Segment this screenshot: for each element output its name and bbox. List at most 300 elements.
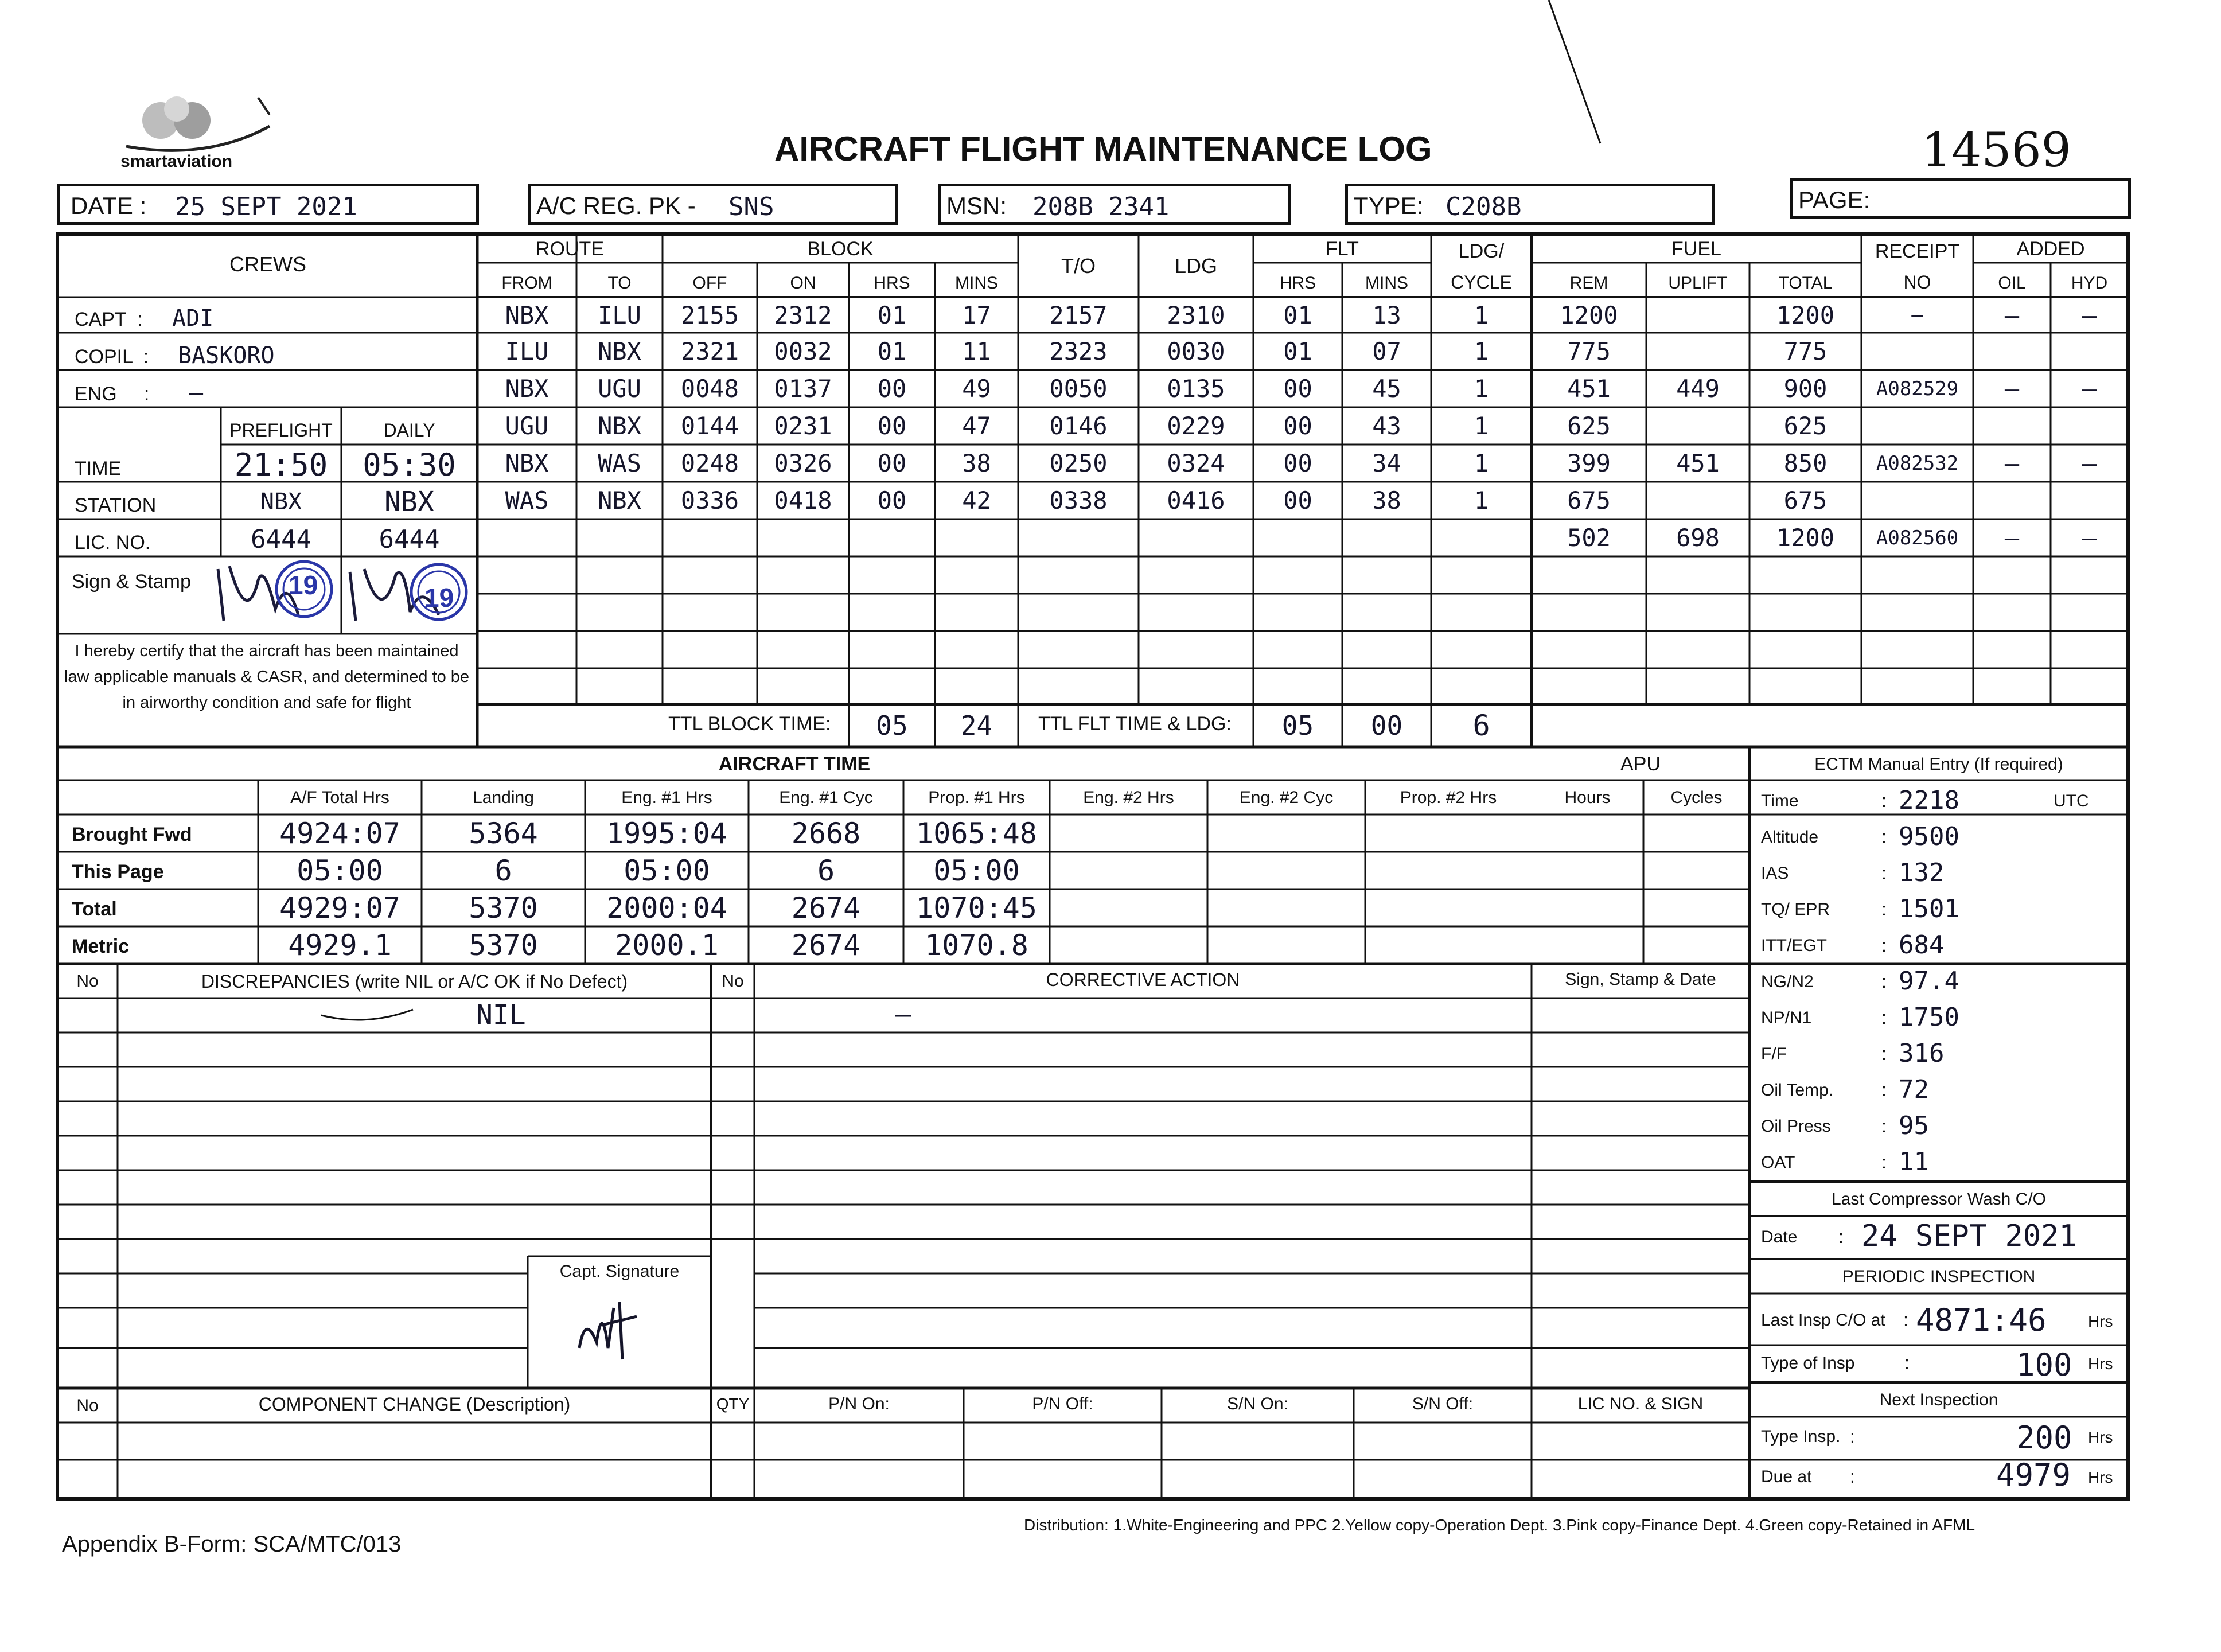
flight-cell[interactable] bbox=[663, 519, 757, 556]
type-label: TYPE: bbox=[1354, 192, 1424, 219]
comp-pn-on-header: P/N On: bbox=[828, 1394, 890, 1413]
aircraft-time-col-header: Prop. #2 Hrs bbox=[1400, 788, 1497, 807]
ttl-flt-mins[interactable]: 00 bbox=[1370, 710, 1403, 741]
flight-cell[interactable]: NBX bbox=[598, 337, 641, 365]
flight-cell[interactable]: 00 bbox=[1283, 486, 1312, 515]
ectm-label: NP/N1 bbox=[1761, 1008, 1812, 1027]
flight-cell[interactable]: 0032 bbox=[774, 337, 832, 365]
corrective-title: CORRECTIVE ACTION bbox=[1046, 969, 1240, 990]
periodic-title: PERIODIC INSPECTION bbox=[1842, 1267, 2036, 1286]
aircraft-time-cell[interactable]: 5370 bbox=[469, 891, 538, 925]
ectm-colon: : bbox=[1881, 971, 1887, 992]
flight-cell[interactable]: 625 bbox=[1567, 412, 1611, 440]
ectm-unit: UTC bbox=[2054, 792, 2089, 811]
ttl-flt-hrs[interactable]: 05 bbox=[1281, 710, 1314, 741]
compressor-date-label: Date bbox=[1761, 1228, 1798, 1246]
capt-signature-label: Capt. Signature bbox=[559, 1262, 680, 1281]
capt-value[interactable]: ADI bbox=[172, 305, 214, 332]
copil-value[interactable]: BASKORO bbox=[178, 342, 275, 369]
aircraft-time-cell[interactable]: 5364 bbox=[469, 816, 538, 850]
copil-label: COPIL : bbox=[75, 346, 149, 368]
aircraft-time-cell[interactable]: 6 bbox=[494, 854, 512, 887]
due-unit: Hrs bbox=[2088, 1468, 2113, 1486]
flight-cell[interactable]: 1200 bbox=[1776, 524, 1835, 552]
ectm-value[interactable]: 1501 bbox=[1899, 894, 1959, 924]
flight-cell[interactable]: 00 bbox=[877, 412, 907, 440]
aircraft-time-col-header: Eng. #1 Hrs bbox=[621, 788, 712, 807]
ectm-value[interactable]: 684 bbox=[1899, 930, 1945, 960]
aircraft-time-cell[interactable]: 05:00 bbox=[933, 854, 1020, 887]
flight-cell[interactable] bbox=[1342, 519, 1431, 556]
flight-cell[interactable]: 0416 bbox=[1167, 486, 1225, 515]
flight-cell[interactable] bbox=[1431, 519, 1532, 556]
time-label: TIME bbox=[75, 458, 122, 480]
comp-qty-header: QTY bbox=[716, 1395, 750, 1413]
flight-cell[interactable]: – bbox=[1911, 303, 1923, 326]
ttl-ldg[interactable]: 6 bbox=[1472, 709, 1490, 742]
aircraft-time-row-label: This Page bbox=[72, 861, 164, 883]
sub-header-total: TOTAL bbox=[1778, 274, 1833, 293]
preflight-station[interactable]: NBX bbox=[260, 489, 302, 515]
flight-cell[interactable]: 38 bbox=[962, 449, 991, 477]
next-type-value[interactable]: 200 bbox=[2016, 1420, 2072, 1456]
flight-cell[interactable]: 0135 bbox=[1167, 375, 1225, 403]
flight-cell[interactable]: 13 bbox=[1372, 301, 1401, 329]
aircraft-time-col-header: Eng. #2 Hrs bbox=[1083, 788, 1174, 807]
flight-cell[interactable]: ILU bbox=[598, 301, 641, 329]
ectm-label: Oil Press bbox=[1761, 1117, 1831, 1136]
flight-cell[interactable]: 34 bbox=[1372, 449, 1401, 477]
aircraft-time-cell[interactable]: 2668 bbox=[791, 816, 861, 850]
flight-cell[interactable]: 0231 bbox=[774, 412, 832, 440]
added-header: ADDED bbox=[2016, 237, 2085, 260]
flight-cell[interactable]: 1 bbox=[1474, 337, 1489, 365]
flight-cell[interactable]: 2323 bbox=[1049, 337, 1108, 365]
ectm-value[interactable]: 132 bbox=[1899, 858, 1945, 887]
msn-value[interactable]: 208B 2341 bbox=[1032, 192, 1170, 221]
aircraft-time-cell[interactable]: 2000.1 bbox=[615, 928, 719, 962]
aircraft-time-col-header: A/F Total Hrs bbox=[290, 788, 389, 807]
flight-cell[interactable]: 43 bbox=[1372, 412, 1401, 440]
sub-header-flt-hrs: HRS bbox=[1279, 274, 1316, 293]
flight-cell[interactable]: WAS bbox=[505, 486, 549, 515]
flight-cell[interactable]: – bbox=[2004, 301, 2020, 329]
aircraft-time-cell[interactable]: 4924:07 bbox=[279, 816, 400, 850]
preflight-signature-icon bbox=[212, 558, 338, 632]
flight-cell[interactable]: 0030 bbox=[1167, 337, 1225, 365]
flight-cell[interactable]: 38 bbox=[1372, 486, 1401, 515]
aircraft-time-cell[interactable]: 05:00 bbox=[297, 854, 383, 887]
sub-header-rem: REM bbox=[1569, 274, 1608, 293]
flight-cell[interactable]: 0418 bbox=[774, 486, 832, 515]
daily-lic[interactable]: 6444 bbox=[379, 524, 440, 554]
last-insp-value[interactable]: 4871:46 bbox=[1916, 1302, 2047, 1338]
airworthy-certification: I hereby certify that the aircraft has been maintained law applicable manuals & CASR, and determined to be in airworthy condition and safe for flight bbox=[64, 642, 470, 712]
eng-label: ENG : bbox=[75, 383, 150, 405]
flight-cell[interactable]: WAS bbox=[598, 449, 641, 477]
compressor-date-value[interactable]: 24 SEPT 2021 bbox=[1861, 1219, 2077, 1253]
aircraft-time-cell[interactable]: 4929.1 bbox=[288, 928, 392, 962]
aircraft-time-row-label: Total bbox=[72, 898, 117, 920]
flight-cell[interactable]: NBX bbox=[505, 301, 549, 329]
flight-cell[interactable]: 01 bbox=[1283, 301, 1312, 329]
sub-header-cycle: CYCLE bbox=[1451, 271, 1512, 293]
lic-label: LIC. NO. bbox=[75, 532, 151, 554]
preflight-time[interactable]: 21:50 bbox=[234, 446, 328, 483]
flight-cell[interactable]: 0229 bbox=[1167, 412, 1225, 440]
flight-cell[interactable]: 1200 bbox=[1776, 301, 1835, 329]
daily-header: DAILY bbox=[383, 419, 435, 441]
flight-cell[interactable]: 900 bbox=[1783, 375, 1828, 403]
comp-no-header: No bbox=[76, 1396, 99, 1415]
flight-cell[interactable]: – bbox=[2004, 524, 2020, 552]
flight-cell[interactable]: – bbox=[2082, 449, 2097, 477]
ectm-value[interactable]: 9500 bbox=[1899, 822, 1959, 851]
flight-cell[interactable]: UGU bbox=[505, 412, 549, 440]
flight-cell[interactable]: 00 bbox=[877, 449, 907, 477]
route-header: ROUTE bbox=[536, 237, 604, 260]
aircraft-time-row-label: Metric bbox=[72, 936, 130, 957]
disc-no-header: No bbox=[76, 972, 99, 991]
comp-sn-off-header: S/N Off: bbox=[1412, 1394, 1474, 1413]
flight-cell[interactable]: 00 bbox=[1283, 375, 1312, 403]
sub-header-from: FROM bbox=[501, 274, 552, 293]
flight-cell[interactable] bbox=[757, 519, 849, 556]
aircraft-time-cell[interactable]: 1070.8 bbox=[925, 928, 1028, 962]
next-type-unit: Hrs bbox=[2088, 1428, 2113, 1446]
aircraft-time-cell[interactable]: 1065:48 bbox=[916, 816, 1037, 850]
ldg-cycle-header: LDG/ bbox=[1458, 240, 1505, 262]
flight-cell[interactable] bbox=[1646, 297, 1749, 333]
ectm-title: ECTM Manual Entry (If required) bbox=[1814, 754, 2063, 774]
disc-entry[interactable]: NIL bbox=[476, 999, 526, 1031]
type-insp-value[interactable]: 100 bbox=[2016, 1347, 2072, 1383]
flight-cell[interactable]: – bbox=[2082, 524, 2097, 552]
ectm-colon: : bbox=[1881, 899, 1887, 919]
aircraft-time-cell[interactable] bbox=[1207, 815, 1365, 852]
type-insp-label: Type of Insp bbox=[1761, 1354, 1855, 1373]
comp-lic-header: LIC NO. & SIGN bbox=[1577, 1394, 1704, 1413]
ectm-colon: : bbox=[1881, 1007, 1887, 1028]
flight-cell[interactable] bbox=[1973, 333, 2051, 370]
due-value[interactable]: 4979 bbox=[1996, 1457, 2071, 1493]
ectm-colon: : bbox=[1881, 1116, 1887, 1136]
flight-cell[interactable]: 0250 bbox=[1049, 449, 1108, 477]
flight-cell[interactable]: NBX bbox=[598, 412, 641, 440]
flight-cell[interactable]: 0144 bbox=[680, 412, 739, 440]
flight-cell[interactable]: 451 bbox=[1676, 449, 1720, 477]
flight-cell[interactable] bbox=[477, 519, 576, 556]
form-id: Appendix B-Form: SCA/MTC/013 bbox=[62, 1532, 402, 1557]
block-header: BLOCK bbox=[807, 237, 874, 260]
flight-cell[interactable]: – bbox=[2082, 301, 2097, 329]
flight-cell[interactable] bbox=[2051, 482, 2128, 519]
due-colon: : bbox=[1850, 1466, 1855, 1487]
aircraft-time-cell[interactable] bbox=[1365, 815, 1532, 852]
flight-cell[interactable]: 42 bbox=[962, 486, 991, 515]
flight-cell[interactable]: 01 bbox=[877, 301, 907, 329]
ectm-label: IAS bbox=[1761, 864, 1789, 883]
aircraft-time-col-header: Eng. #2 Cyc bbox=[1239, 788, 1334, 807]
flt-header: FLT bbox=[1326, 237, 1359, 260]
sub-header-on: ON bbox=[790, 274, 816, 293]
flight-cell[interactable]: 1 bbox=[1474, 301, 1489, 329]
aircraft-time-cell[interactable]: 05:00 bbox=[624, 854, 710, 887]
aircraft-time-cell[interactable] bbox=[1050, 926, 1207, 964]
flight-cell[interactable]: 2310 bbox=[1167, 301, 1225, 329]
flight-cell[interactable]: A082529 bbox=[1876, 377, 1959, 400]
reg-value[interactable]: SNS bbox=[728, 192, 774, 221]
crews-title: CREWS bbox=[229, 252, 306, 276]
type-insp-unit: Hrs bbox=[2088, 1355, 2113, 1373]
aircraft-time-row-label: Brought Fwd bbox=[72, 824, 192, 846]
due-label: Due at bbox=[1761, 1467, 1812, 1486]
last-insp-unit: Hrs bbox=[2088, 1312, 2113, 1330]
preflight-header: PREFLIGHT bbox=[229, 419, 333, 441]
next-type-label: Type Insp. bbox=[1761, 1427, 1841, 1446]
ectm-colon: : bbox=[1881, 1152, 1887, 1172]
flight-cell[interactable]: 49 bbox=[962, 375, 991, 403]
flight-cell[interactable]: 625 bbox=[1783, 412, 1828, 440]
flight-cell[interactable]: 451 bbox=[1567, 375, 1611, 403]
flight-cell[interactable]: 1 bbox=[1474, 375, 1489, 403]
aircraft-time-cell[interactable]: 4929:07 bbox=[279, 891, 400, 925]
daily-stamp-number: 19 bbox=[424, 583, 454, 613]
ectm-value[interactable]: 316 bbox=[1899, 1039, 1945, 1068]
flight-cell[interactable]: 0336 bbox=[680, 486, 739, 515]
flight-cell[interactable]: 0326 bbox=[774, 449, 832, 477]
preflight-lic[interactable]: 6444 bbox=[251, 524, 311, 554]
flight-cell[interactable] bbox=[1861, 333, 1973, 370]
flight-cell[interactable] bbox=[576, 519, 663, 556]
flight-cell[interactable]: ILU bbox=[505, 337, 549, 365]
flight-cell[interactable] bbox=[1861, 407, 1973, 445]
ttl-block-label: TTL BLOCK TIME: bbox=[668, 713, 831, 735]
flight-cell[interactable]: – bbox=[2004, 375, 2020, 403]
disc-title: DISCREPANCIES (write NIL or A/C OK if No Defect) bbox=[201, 971, 628, 992]
daily-time[interactable]: 05:30 bbox=[363, 446, 456, 483]
flight-cell[interactable]: 2155 bbox=[680, 301, 739, 329]
aircraft-time-col-header: Prop. #1 Hrs bbox=[928, 788, 1025, 807]
ttl-block-mins[interactable]: 24 bbox=[960, 710, 993, 741]
aircraft-time-cell[interactable]: 6 bbox=[817, 854, 835, 887]
flight-cell[interactable] bbox=[1253, 519, 1342, 556]
flight-cell[interactable]: 0324 bbox=[1167, 449, 1225, 477]
flight-cell[interactable]: NBX bbox=[598, 486, 641, 515]
comp-sn-on-header: S/N On: bbox=[1227, 1394, 1288, 1413]
aircraft-time-cell[interactable] bbox=[1365, 852, 1532, 889]
flight-cell[interactable]: 1 bbox=[1474, 486, 1489, 515]
flight-cell[interactable] bbox=[1139, 519, 1253, 556]
flight-cell[interactable] bbox=[1018, 519, 1139, 556]
flight-cell[interactable]: 07 bbox=[1372, 337, 1401, 365]
flight-cell[interactable]: 45 bbox=[1372, 375, 1401, 403]
ectm-colon: : bbox=[1881, 827, 1887, 847]
sign-stamp-date-title: Sign, Stamp & Date bbox=[1565, 970, 1716, 989]
flight-cell[interactable]: 0248 bbox=[680, 449, 739, 477]
apu-hours-header: Hours bbox=[1564, 788, 1611, 807]
flight-cell[interactable]: 00 bbox=[877, 486, 907, 515]
aircraft-time-cell[interactable]: 1070:45 bbox=[916, 891, 1037, 925]
aircraft-time-cell[interactable]: 2674 bbox=[791, 891, 861, 925]
flight-cell[interactable]: 2157 bbox=[1049, 301, 1108, 329]
flight-cell[interactable]: 0338 bbox=[1049, 486, 1108, 515]
ectm-value[interactable]: 2218 bbox=[1899, 786, 1959, 815]
flight-cell[interactable] bbox=[1646, 333, 1749, 370]
next-insp-title: Next Inspection bbox=[1879, 1390, 1998, 1409]
flight-cell[interactable]: 850 bbox=[1783, 449, 1828, 477]
corrective-entry[interactable]: – bbox=[895, 998, 911, 1030]
aircraft-time-cell[interactable] bbox=[1207, 926, 1365, 964]
flight-cell[interactable]: 0146 bbox=[1049, 412, 1108, 440]
flight-cell[interactable]: 1200 bbox=[1560, 301, 1618, 329]
ttl-block-hrs[interactable]: 05 bbox=[876, 710, 908, 741]
type-insp-colon: : bbox=[1904, 1353, 1910, 1373]
ttl-flt-label: TTL FLT TIME & LDG: bbox=[1038, 713, 1232, 735]
ectm-value[interactable]: 97.4 bbox=[1899, 967, 1959, 996]
flight-cell[interactable]: 1 bbox=[1474, 412, 1489, 440]
aircraft-time-cell[interactable]: 5370 bbox=[469, 928, 538, 962]
flight-cell[interactable]: 698 bbox=[1676, 524, 1720, 552]
distribution-note: Distribution: 1.White-Engineering and PPC 2.Yellow copy-Operation Dept. 3.Pink copy-Finance Dept. 4.Green copy-Retained in AFML bbox=[1024, 1516, 1975, 1534]
sign-stamp-label: Sign & Stamp bbox=[72, 571, 191, 593]
fuel-header: FUEL bbox=[1671, 237, 1721, 260]
apu-cycles-header: Cycles bbox=[1670, 788, 1723, 807]
capt-label: CAPT : bbox=[75, 309, 143, 330]
sub-header-no: NO bbox=[1903, 271, 1931, 293]
ectm-value[interactable]: 95 bbox=[1899, 1111, 1929, 1140]
ectm-label: TQ/ EPR bbox=[1761, 900, 1830, 919]
capt-signature-icon bbox=[568, 1291, 642, 1365]
ectm-label: Oil Temp. bbox=[1761, 1081, 1834, 1100]
aircraft-time-cell[interactable] bbox=[1365, 889, 1532, 926]
aircraft-time-title: AIRCRAFT TIME bbox=[718, 753, 871, 775]
flight-cell[interactable]: 00 bbox=[1283, 449, 1312, 477]
ectm-value[interactable]: 1750 bbox=[1899, 1003, 1959, 1032]
ectm-label: Time bbox=[1761, 792, 1799, 811]
flight-cell[interactable]: 00 bbox=[1283, 412, 1312, 440]
preflight-stamp-number: 19 bbox=[289, 570, 318, 600]
aircraft-time-col-header: Landing bbox=[473, 788, 534, 807]
last-insp-label: Last Insp C/O at bbox=[1761, 1311, 1885, 1330]
flight-cell[interactable]: – bbox=[2004, 449, 2020, 477]
flight-cell[interactable]: A082532 bbox=[1876, 451, 1959, 475]
ectm-label: Altitude bbox=[1761, 828, 1819, 847]
aircraft-time-cell[interactable] bbox=[1207, 889, 1365, 926]
logo-text: smartaviation bbox=[120, 152, 233, 171]
flight-cell[interactable]: 47 bbox=[962, 412, 991, 440]
flight-cell[interactable]: 775 bbox=[1783, 337, 1828, 365]
ectm-value[interactable]: 72 bbox=[1899, 1075, 1929, 1104]
ectm-colon: : bbox=[1881, 1080, 1887, 1100]
sub-header-oil: OIL bbox=[1998, 274, 2026, 293]
flight-cell[interactable]: UGU bbox=[598, 375, 641, 403]
aircraft-time-cell[interactable]: 2000:04 bbox=[606, 891, 727, 925]
flight-cell[interactable]: 01 bbox=[877, 337, 907, 365]
page-title: AIRCRAFT FLIGHT MAINTENANCE LOG bbox=[774, 130, 1432, 168]
flight-cell[interactable]: 17 bbox=[962, 301, 991, 329]
aircraft-time-col-header: Eng. #1 Cyc bbox=[779, 788, 873, 807]
ectm-colon: : bbox=[1881, 790, 1887, 811]
apu-title: APU bbox=[1620, 753, 1661, 775]
flight-cell[interactable]: 2312 bbox=[774, 301, 832, 329]
flight-cell[interactable]: 0137 bbox=[774, 375, 832, 403]
aircraft-time-cell[interactable] bbox=[1050, 815, 1207, 852]
flight-cell[interactable] bbox=[2051, 333, 2128, 370]
flight-cell[interactable]: 11 bbox=[962, 337, 991, 365]
flight-cell[interactable] bbox=[1861, 482, 1973, 519]
aircraft-time-cell[interactable]: 1995:04 bbox=[606, 816, 727, 850]
flight-cell[interactable]: 0048 bbox=[680, 375, 739, 403]
ectm-value[interactable]: 11 bbox=[1899, 1147, 1929, 1176]
flight-cell[interactable]: 449 bbox=[1676, 375, 1720, 403]
flight-cell[interactable]: A082560 bbox=[1876, 526, 1959, 550]
next-type-colon: : bbox=[1850, 1426, 1855, 1447]
flight-cell[interactable]: 399 bbox=[1567, 449, 1611, 477]
date-value[interactable]: 25 SEPT 2021 bbox=[175, 192, 357, 221]
flight-cell[interactable] bbox=[935, 519, 1018, 556]
msn-label: MSN: bbox=[946, 192, 1007, 219]
compressor-title: Last Compressor Wash C/O bbox=[1832, 1190, 2046, 1209]
flight-cell[interactable]: 0050 bbox=[1049, 375, 1108, 403]
receipt-header: RECEIPT bbox=[1875, 240, 1960, 262]
ectm-label: OAT bbox=[1761, 1153, 1795, 1172]
flight-cell[interactable]: 675 bbox=[1783, 486, 1828, 515]
flight-cell[interactable]: – bbox=[2082, 375, 2097, 403]
flight-cell[interactable]: 675 bbox=[1567, 486, 1611, 515]
sub-header-flt-mins: MINS bbox=[1365, 274, 1408, 293]
flight-cell[interactable] bbox=[1973, 482, 2051, 519]
last-insp-colon: : bbox=[1903, 1310, 1908, 1330]
flight-cell[interactable] bbox=[2051, 407, 2128, 445]
type-value[interactable]: C208B bbox=[1445, 192, 1522, 221]
aircraft-time-cell[interactable] bbox=[1207, 852, 1365, 889]
flight-cell[interactable] bbox=[1646, 482, 1749, 519]
sub-header-off: OFF bbox=[692, 274, 727, 293]
station-label: STATION bbox=[75, 494, 157, 516]
ectm-label: ITT/EGT bbox=[1761, 936, 1827, 955]
to-header: T/O bbox=[1061, 254, 1096, 278]
sub-header-uplift: UPLIFT bbox=[1668, 274, 1728, 293]
ectm-colon: : bbox=[1881, 1043, 1887, 1064]
aircraft-time-cell[interactable] bbox=[1050, 852, 1207, 889]
corr-no-header: No bbox=[722, 972, 744, 991]
sub-header-to: TO bbox=[607, 274, 632, 293]
flight-cell[interactable] bbox=[849, 519, 935, 556]
flight-cell[interactable]: 775 bbox=[1567, 337, 1611, 365]
ectm-label: F/F bbox=[1761, 1045, 1787, 1063]
flight-cell[interactable]: 2321 bbox=[680, 337, 739, 365]
flight-cell[interactable] bbox=[1646, 407, 1749, 445]
eng-value[interactable]: – bbox=[189, 380, 204, 406]
flight-cell[interactable]: NBX bbox=[505, 449, 549, 477]
ldg-header: LDG bbox=[1174, 254, 1218, 278]
comp-pn-off-header: P/N Off: bbox=[1032, 1394, 1093, 1413]
aircraft-time-cell[interactable] bbox=[1365, 926, 1532, 964]
aircraft-time-cell[interactable] bbox=[1050, 889, 1207, 926]
flight-cell[interactable]: 502 bbox=[1567, 524, 1611, 552]
flight-cell[interactable]: 01 bbox=[1283, 337, 1312, 365]
daily-station[interactable]: NBX bbox=[384, 486, 434, 518]
flight-cell[interactable]: NBX bbox=[505, 375, 549, 403]
flight-cell[interactable]: 00 bbox=[877, 375, 907, 403]
flight-cell[interactable]: 1 bbox=[1474, 449, 1489, 477]
daily-signature-icon bbox=[341, 558, 477, 632]
flight-cell[interactable] bbox=[1973, 407, 2051, 445]
ectm-colon: : bbox=[1881, 863, 1887, 883]
ectm-colon: : bbox=[1881, 935, 1887, 956]
aircraft-time-cell[interactable]: 2674 bbox=[791, 928, 861, 962]
